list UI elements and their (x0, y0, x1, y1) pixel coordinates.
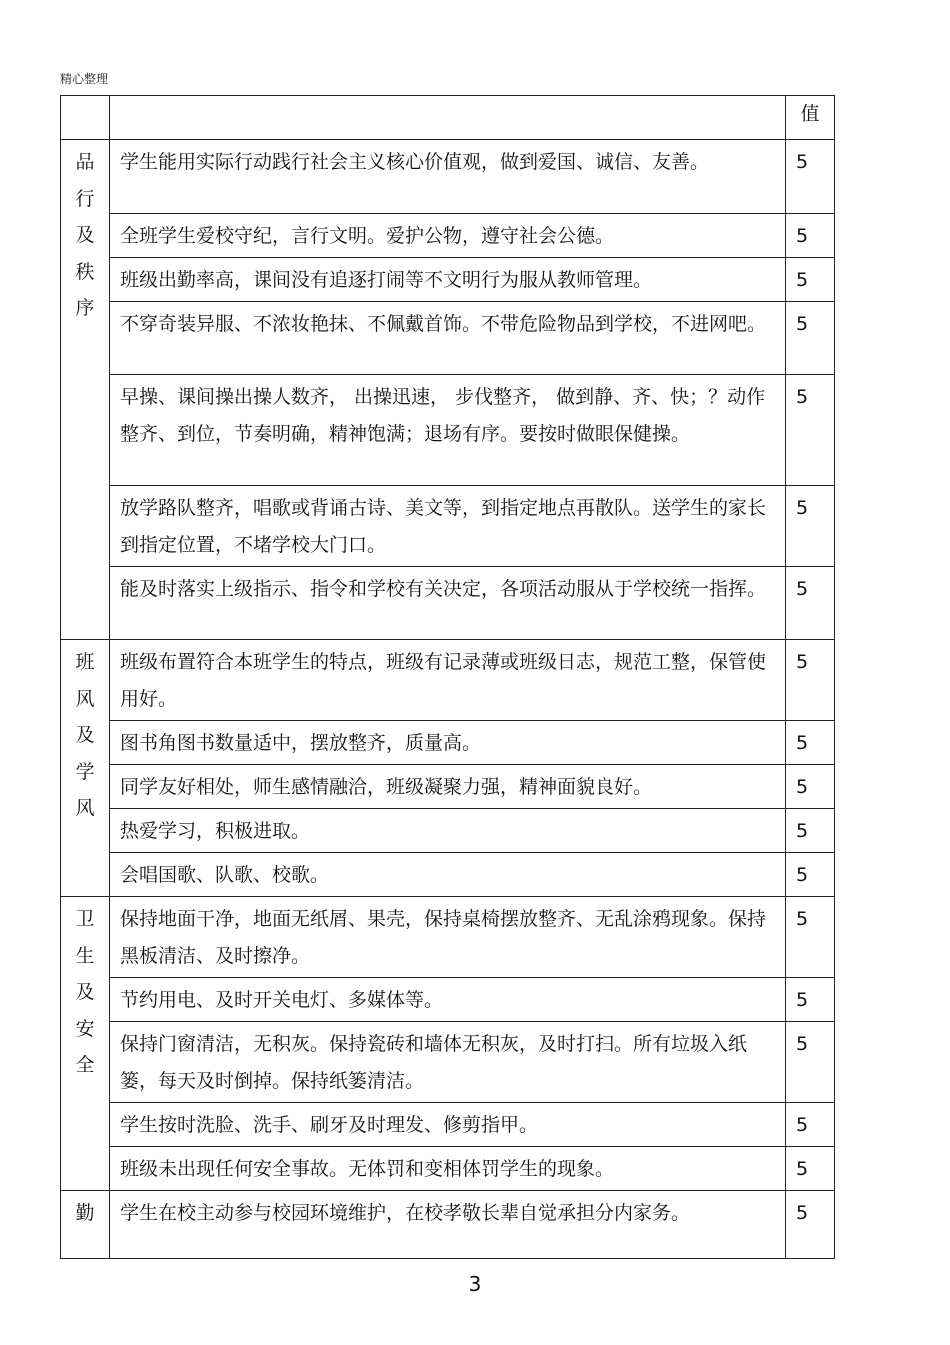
table-row (61, 978, 835, 1022)
category-cell (61, 897, 110, 1191)
criterion-cell: 早操、课间操出操人数齐， 出操迅速， 步伐整齐， 做到静、齐、快；？动作整齐、到位，节奏明确，精神饱满；退场有序。要按时做眼保健操。 (110, 375, 786, 486)
score-cell: 5 (786, 809, 835, 853)
header-score-cell: 值 (786, 96, 835, 140)
table-row (61, 302, 835, 375)
category-char: 生 (75, 944, 95, 967)
score-cell: 5 (786, 214, 835, 258)
table-row (61, 486, 835, 567)
evaluation-table (60, 95, 835, 1259)
criterion-cell: 全班学生爱校守纪，言行文明。爱护公物，遵守社会公德。 (110, 214, 786, 258)
criterion-cell: 班级布置符合本班学生的特点，班级有记录薄或班级日志，规范工整，保管使用好。 (110, 640, 786, 721)
category-char: 行 (75, 187, 95, 210)
score-cell: 5 (786, 978, 835, 1022)
criterion-cell: 班级未出现任何安全事故。无体罚和变相体罚学生的现象。 (110, 1147, 786, 1191)
criterion-cell: 学生在校主动参与校园环境维护，在校孝敬长辈自觉承担分内家务。 (110, 1191, 786, 1259)
table-row (61, 1147, 835, 1191)
category-char: 品 (75, 151, 95, 173)
category-char: 风 (75, 687, 95, 710)
criterion-cell: 保持门窗清洁，无积灰。保持瓷砖和墙体无积灰，及时打扫。所有垃圾入纸篓，每天及时倒掉。保持纸篓清洁。 (110, 1022, 786, 1103)
category-cell (61, 1191, 110, 1259)
score-cell: 5 (786, 1147, 835, 1191)
score-cell: 5 (786, 765, 835, 809)
table-row (61, 214, 835, 258)
score-cell: 5 (786, 897, 835, 978)
category-char: 秩 (75, 260, 95, 283)
criterion-cell: 学生能用实际行动践行社会主义核心价值观，做到爱国、诚信、友善。 (110, 140, 786, 214)
header-note: 精心整理 (60, 72, 109, 86)
table-row (61, 809, 835, 853)
category-char: 及 (75, 224, 95, 246)
criterion-cell: 会唱国歌、队歌、校歌。 (110, 853, 786, 897)
score-cell: 5 (786, 1103, 835, 1147)
header-item-cell (110, 96, 786, 140)
category-char: 风 (75, 797, 95, 819)
category-cell (61, 640, 110, 897)
criterion-cell: 能及时落实上级指示、指令和学校有关决定，各项活动服从于学校统一指挥。 (110, 567, 786, 640)
table-row (61, 721, 835, 765)
criterion-cell: 不穿奇装异服、不浓妆艳抹、不佩戴首饰。不带危险物品到学校，不进网吧。 (110, 302, 786, 375)
page-number: 3 (468, 1272, 482, 1296)
criterion-cell: 图书角图书数量适中，摆放整齐，质量高。 (110, 721, 786, 765)
table-row (61, 567, 835, 640)
table-row (61, 897, 835, 978)
category-char: 学 (75, 760, 95, 783)
table-row (61, 640, 835, 721)
criterion-cell: 保持地面干净，地面无纸屑、果壳，保持桌椅摆放整齐、无乱涂鸦现象。保持黑板清洁、及时擦净。 (110, 897, 786, 978)
category-char: 班 (75, 651, 95, 673)
score-cell: 5 (786, 567, 835, 640)
category-char: 勤 (75, 1202, 95, 1224)
criterion-cell: 节约用电、及时开关电灯、多媒体等。 (110, 978, 786, 1022)
table-row (61, 853, 835, 897)
criterion-cell: 放学路队整齐，唱歌或背诵古诗、美文等，到指定地点再散队。送学生的家长到指定位置，不堵学校大门口。 (110, 486, 786, 567)
score-cell: 5 (786, 1191, 835, 1259)
score-cell: 5 (786, 258, 835, 302)
table-header-row (61, 96, 835, 140)
criterion-cell: 班级出勤率高，课间没有追逐打闹等不文明行为服从教师管理。 (110, 258, 786, 302)
criterion-cell: 同学友好相处，师生感情融洽，班级凝聚力强，精神面貌良好。 (110, 765, 786, 809)
score-cell: 5 (786, 375, 835, 486)
table-row (61, 258, 835, 302)
category-char: 卫 (75, 908, 95, 930)
category-char: 安 (75, 1017, 95, 1040)
table-row (61, 375, 835, 486)
score-cell: 5 (786, 486, 835, 567)
table-row (61, 765, 835, 809)
score-cell: 5 (786, 853, 835, 897)
category-char: 及 (75, 981, 95, 1003)
criterion-cell: 学生按时洗脸、洗手、刷牙及时理发、修剪指甲。 (110, 1103, 786, 1147)
category-char: 全 (75, 1054, 95, 1076)
table-row (61, 1103, 835, 1147)
score-cell: 5 (786, 721, 835, 765)
category-char: 序 (75, 297, 95, 319)
table-row (61, 1022, 835, 1103)
score-cell: 5 (786, 640, 835, 721)
category-cell (61, 140, 110, 640)
criterion-cell: 热爱学习，积极进取。 (110, 809, 786, 853)
score-cell: 5 (786, 302, 835, 375)
header-category-cell (61, 96, 110, 140)
table-row (61, 1191, 835, 1259)
score-cell: 5 (786, 140, 835, 214)
score-cell: 5 (786, 1022, 835, 1103)
category-char: 及 (75, 724, 95, 746)
table-row (61, 140, 835, 214)
